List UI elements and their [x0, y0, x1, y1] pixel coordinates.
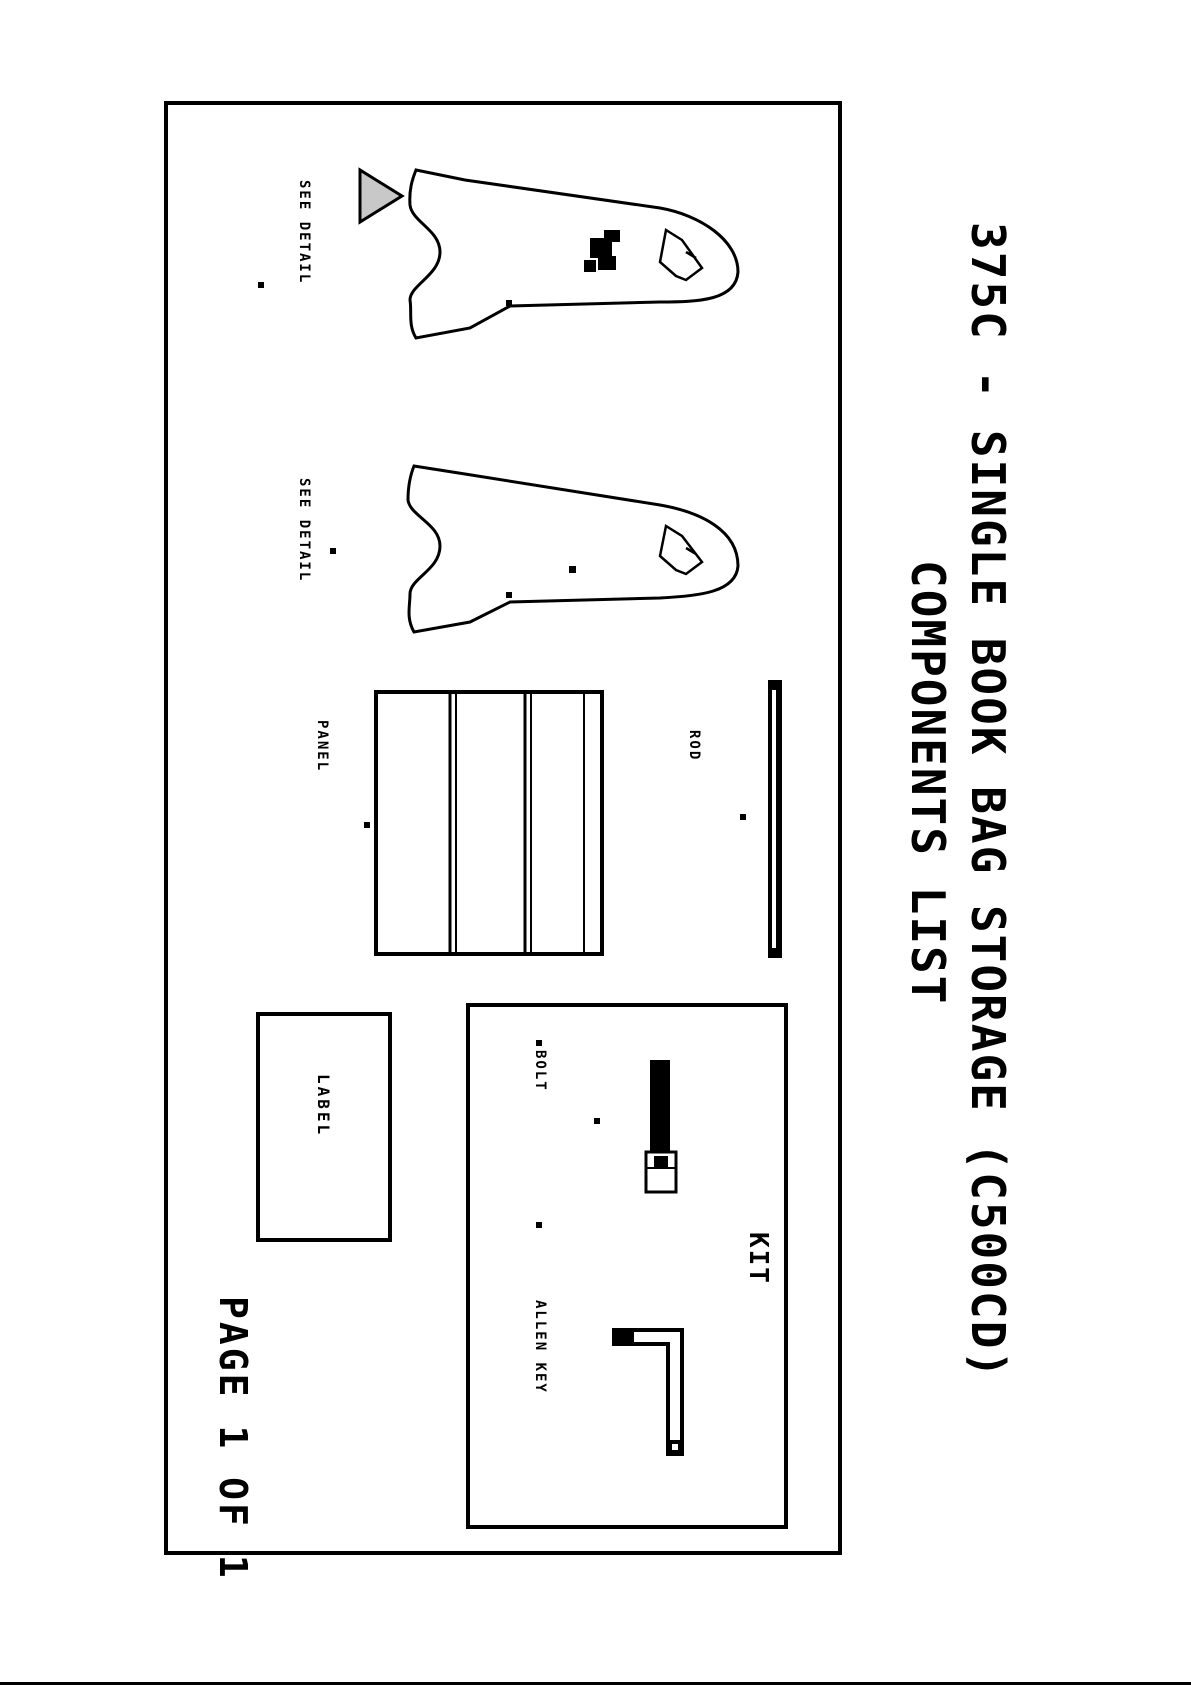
arrow-marker-icon	[360, 170, 402, 222]
bag-right-handle-icon	[660, 230, 702, 280]
panel-label-dot	[364, 822, 370, 828]
panel-outline	[376, 692, 602, 954]
sheet-title: 375C - SINGLE BOOK BAG STORAGE (C500CD)	[961, 222, 1015, 1381]
bolt-label-dot	[594, 1118, 600, 1124]
kit-label: KIT	[743, 1232, 773, 1285]
bag-storage-middle	[296, 466, 738, 632]
rod-label-dot	[740, 814, 746, 820]
rod-item	[686, 680, 782, 958]
bag-right-dot	[506, 300, 512, 306]
panel-label: PANEL	[314, 720, 330, 773]
outer-frame	[166, 103, 840, 1553]
allen-key-label: ALLEN KEY	[532, 1300, 548, 1394]
bag-middle-handle-icon	[660, 526, 702, 574]
kit-box	[468, 1005, 786, 1527]
bag-right-logo-icon	[584, 230, 620, 272]
sheet-subtitle: COMPONENTS LIST	[901, 560, 955, 1006]
bag-right-label-dot	[258, 282, 264, 288]
label-box-text: LABEL	[314, 1074, 333, 1138]
bolt-marker-a	[536, 1040, 542, 1046]
label-box-item	[258, 1014, 390, 1240]
bag-storage-right	[258, 170, 738, 338]
bag-middle-label: SEE DETAIL	[296, 478, 312, 583]
bag-middle-dot-a	[569, 566, 576, 573]
bolt-icon	[646, 1060, 676, 1192]
kit-box-frame	[468, 1005, 786, 1527]
bag-right-label: SEE DETAIL	[296, 180, 312, 285]
allen-key-icon	[614, 1329, 682, 1454]
bolt-marker-b	[536, 1222, 542, 1228]
panel-item	[314, 692, 602, 954]
bag-middle-label-dot	[330, 548, 336, 554]
page-label: PAGE 1 OF 1	[211, 1296, 255, 1581]
bag-middle-dot-b	[506, 592, 512, 598]
rod-label: ROD	[686, 730, 702, 762]
bolt-label: BOLT	[532, 1050, 548, 1092]
